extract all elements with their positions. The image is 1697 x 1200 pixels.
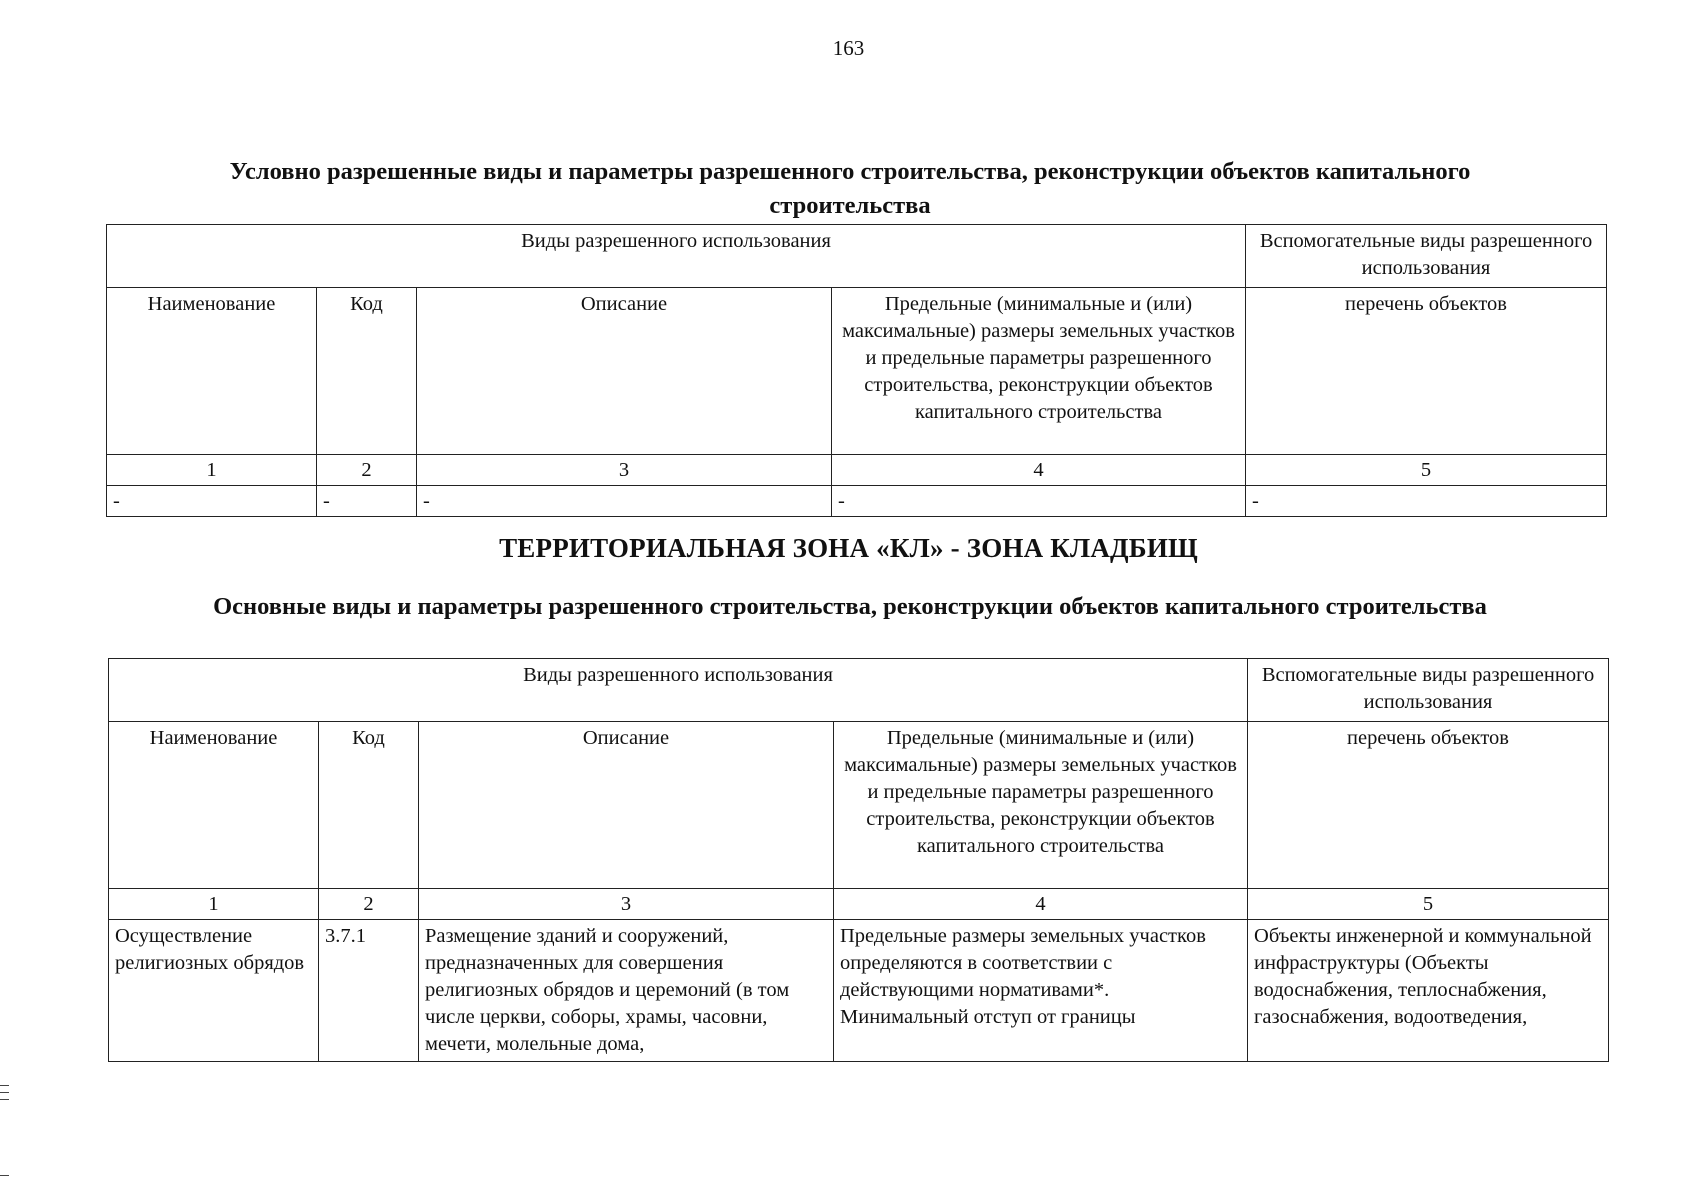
column-number: 5 <box>1246 455 1607 486</box>
conditional-uses-table <box>106 224 1607 517</box>
cell-code: - <box>317 486 417 517</box>
group-header-main: Виды разрешенного использования <box>109 659 1248 722</box>
scan-margin-mark <box>0 1099 9 1100</box>
group-header-main: Виды разрешенного использования <box>107 225 1246 288</box>
column-header-name: Наименование <box>107 288 317 455</box>
column-number: 3 <box>417 455 832 486</box>
column-number: 4 <box>832 455 1246 486</box>
column-header-code: Код <box>317 288 417 455</box>
cell-limits: Предельные размеры земельных участков определяются в соответствии с действующими нормативами*. Минимальный отступ от границы <box>834 920 1248 1062</box>
column-number: 3 <box>419 889 834 920</box>
section-title-conditional: Условно разрешенные виды и параметры разрешенного строительства, реконструкции объектов капитального строительства <box>229 158 1471 219</box>
table-column-header-row <box>107 288 1607 455</box>
table-group-header-row <box>109 659 1609 722</box>
cell-aux: - <box>1246 486 1607 517</box>
column-number: 1 <box>109 889 319 920</box>
table-row <box>107 486 1607 517</box>
column-header-aux-list: перечень объектов <box>1248 722 1609 889</box>
scan-margin-mark <box>0 1175 9 1176</box>
group-header-aux: Вспомогательные виды разрешенного использования <box>1248 659 1609 722</box>
group-header-aux: Вспомогательные виды разрешенного использования <box>1246 225 1607 288</box>
scan-margin-mark <box>0 1092 9 1093</box>
column-header-code: Код <box>319 722 419 889</box>
table-group-header-row <box>107 225 1607 288</box>
column-header-description: Описание <box>419 722 834 889</box>
column-header-limits: Предельные (минимальные и (или) максимальные) размеры земельных участков и предельные параметры разрешенного строительства, реконструкции объектов капитального строительства <box>832 288 1246 455</box>
cell-limits: - <box>832 486 1246 517</box>
column-number: 1 <box>107 455 317 486</box>
column-number-row <box>107 455 1607 486</box>
column-header-aux-list: перечень объектов <box>1246 288 1607 455</box>
column-number: 4 <box>834 889 1248 920</box>
column-header-limits: Предельные (минимальные и (или) максимальные) размеры земельных участков и предельные параметры разрешенного строительства, реконструкции объектов капитального строительства <box>834 722 1248 889</box>
main-uses-table <box>108 658 1609 1062</box>
cell-aux: Объекты инженерной и коммунальной инфраструктуры (Объекты водоснабжения, теплоснабжения, газоснабжения, водоотведения, <box>1248 920 1609 1062</box>
column-number: 2 <box>319 889 419 920</box>
zone-title: ТЕРРИТОРИАЛЬНАЯ ЗОНА «КЛ» - ЗОНА КЛАДБИЩ <box>499 533 1198 563</box>
cell-description: Размещение зданий и сооружений, предназначенных для совершения религиозных обрядов и церемоний (в том числе церкви, соборы, храмы, часовни, мечети, молельные дома, <box>419 920 834 1062</box>
table-row <box>109 920 1609 1062</box>
column-number-row <box>109 889 1609 920</box>
cell-description: - <box>417 486 832 517</box>
cell-code: 3.7.1 <box>319 920 419 1062</box>
table-column-header-row <box>109 722 1609 889</box>
page-number: 163 <box>832 36 865 60</box>
column-number: 5 <box>1248 889 1609 920</box>
cell-name: Осуществление религиозных обрядов <box>109 920 319 1062</box>
cell-name: - <box>107 486 317 517</box>
scan-margin-mark <box>0 1085 9 1086</box>
section-title-main: Основные виды и параметры разрешенного строительства, реконструкции объектов капитального строительства <box>213 593 1487 620</box>
column-number: 2 <box>317 455 417 486</box>
column-header-name: Наименование <box>109 722 319 889</box>
column-header-description: Описание <box>417 288 832 455</box>
